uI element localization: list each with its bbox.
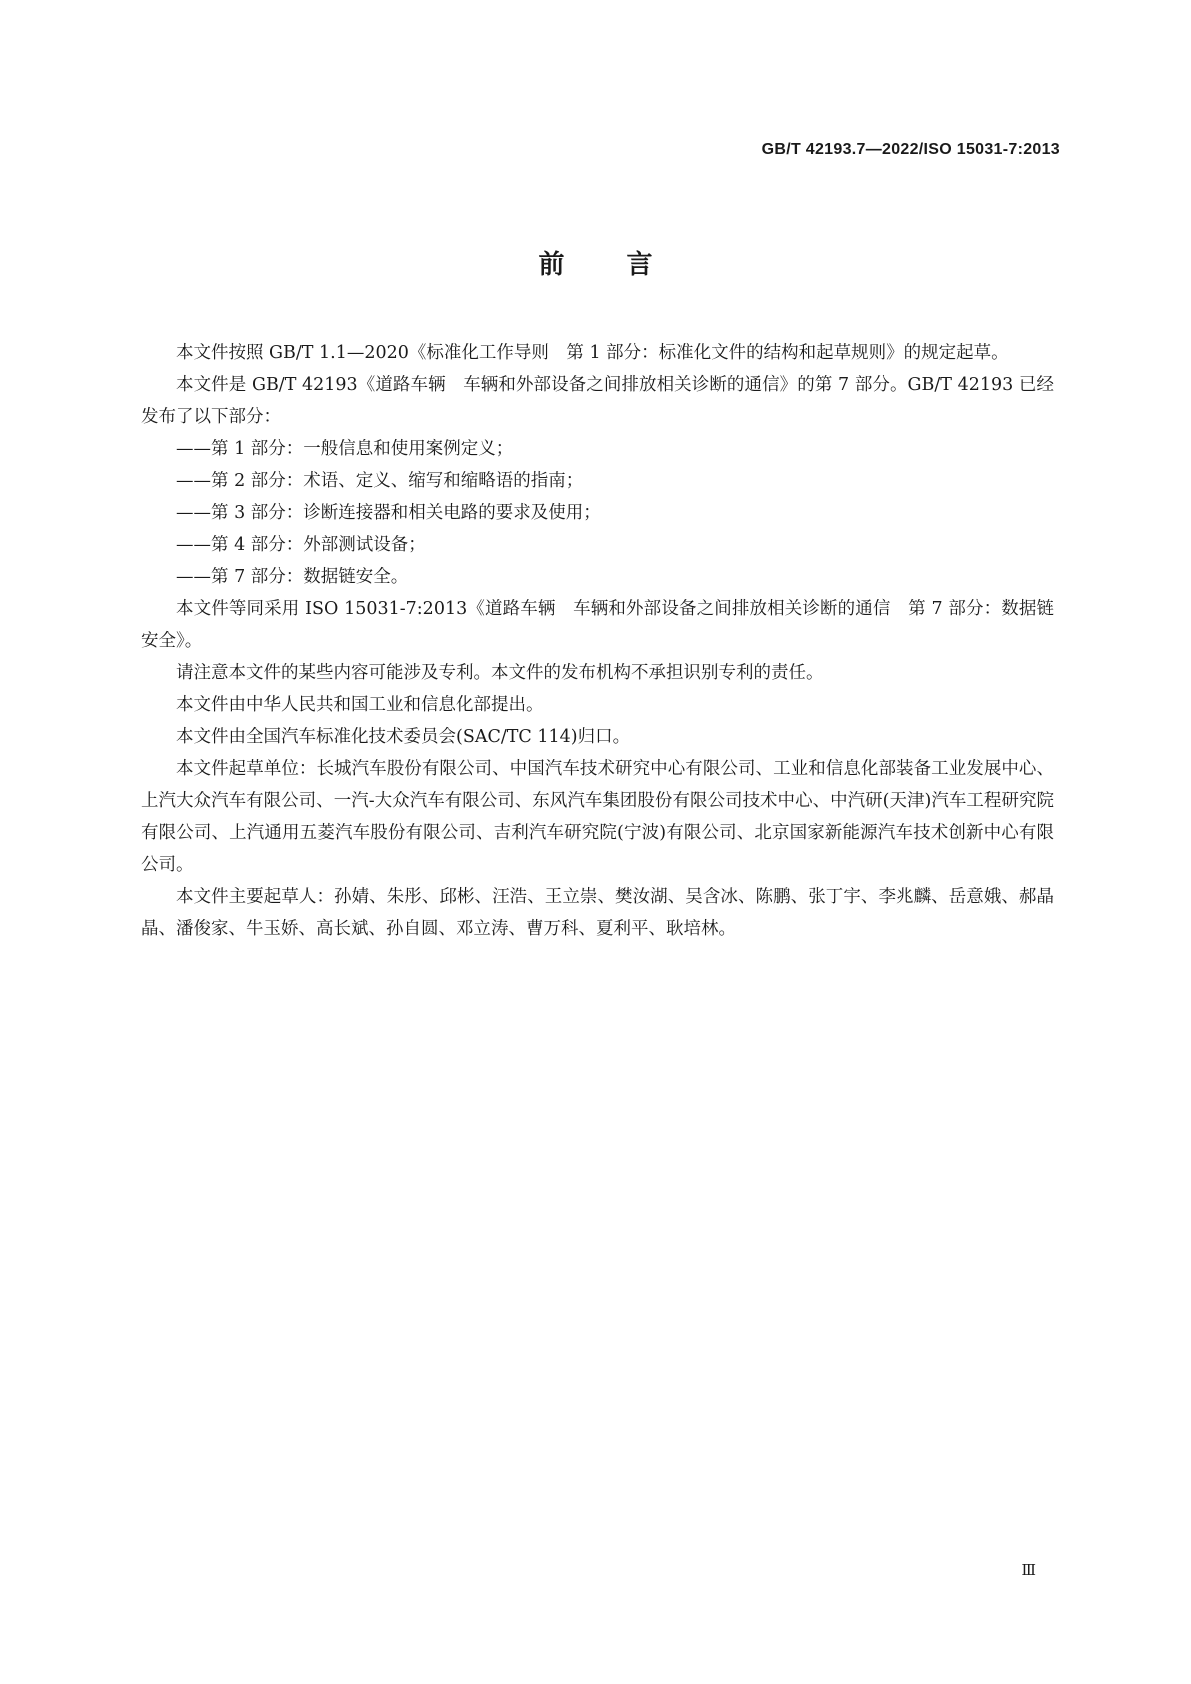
paragraph-drafters: 本文件主要起草人：孙婧、朱彤、邱彬、汪浩、王立崇、樊汝湖、吴含冰、陈鹏、张丁宇、李兆麟、岳意娥、郝晶晶、潘俊家、牛玉娇、高长斌、孙自圆、邓立涛、曹万科、夏利平、耿培林。 — [141, 887, 1054, 939]
standard-code: GB/T 42193.7—2022/ISO 15031-7:2013 — [761, 141, 1060, 158]
page-title: 前言 — [538, 250, 715, 280]
paragraph-drafting-units: 本文件起草单位：长城汽车股份有限公司、中国汽车技术研究中心有限公司、工业和信息化部装备工业发展中心、上汽大众汽车有限公司、一汽-大众汽车有限公司、东风汽车集团股份有限公司技术中心、中汽研(天津)汽车工程研究院有限公司、上汽通用五菱汽车股份有限公司、吉利汽车研究院(宁波)有限公司、北京国家新能源汽车技术创新中心有限公司。 — [141, 759, 1054, 875]
list-item: ——第 4 部分：外部测试设备； — [176, 535, 426, 555]
paragraph-proposer: 本文件由中华人民共和国工业和信息化部提出。 — [176, 695, 544, 715]
paragraph-drafting-basis: 本文件按照 GB/T 1.1—2020《标准化工作导则 第 1 部分：标准化文件的结构和起草规则》的规定起草。 — [176, 343, 1009, 363]
list-item: ——第 3 部分：诊断连接器和相关电路的要求及使用； — [176, 503, 601, 523]
list-item: ——第 7 部分：数据链安全。 — [176, 567, 409, 587]
document-body — [141, 337, 1054, 945]
paragraph-centralized-unit: 本文件由全国汽车标准化技术委员会(SAC/TC 114)归口。 — [176, 727, 631, 747]
list-item: ——第 1 部分：一般信息和使用案例定义； — [176, 439, 514, 459]
list-item: ——第 2 部分：术语、定义、缩写和缩略语的指南； — [176, 471, 584, 491]
page-number: Ⅲ — [1021, 1561, 1036, 1579]
paragraph-equivalent-adoption: 本文件等同采用 ISO 15031-7:2013《道路车辆 车辆和外部设备之间排放相关诊断的通信 第 7 部分：数据链安全》。 — [141, 599, 1054, 651]
paragraph-patent-notice: 请注意本文件的某些内容可能涉及专利。本文件的发布机构不承担识别专利的责任。 — [176, 663, 824, 683]
paragraph-part-of-series: 本文件是 GB/T 42193《道路车辆 车辆和外部设备之间排放相关诊断的通信》的第 7 部分。GB/T 42193 已经发布了以下部分： — [141, 375, 1054, 427]
